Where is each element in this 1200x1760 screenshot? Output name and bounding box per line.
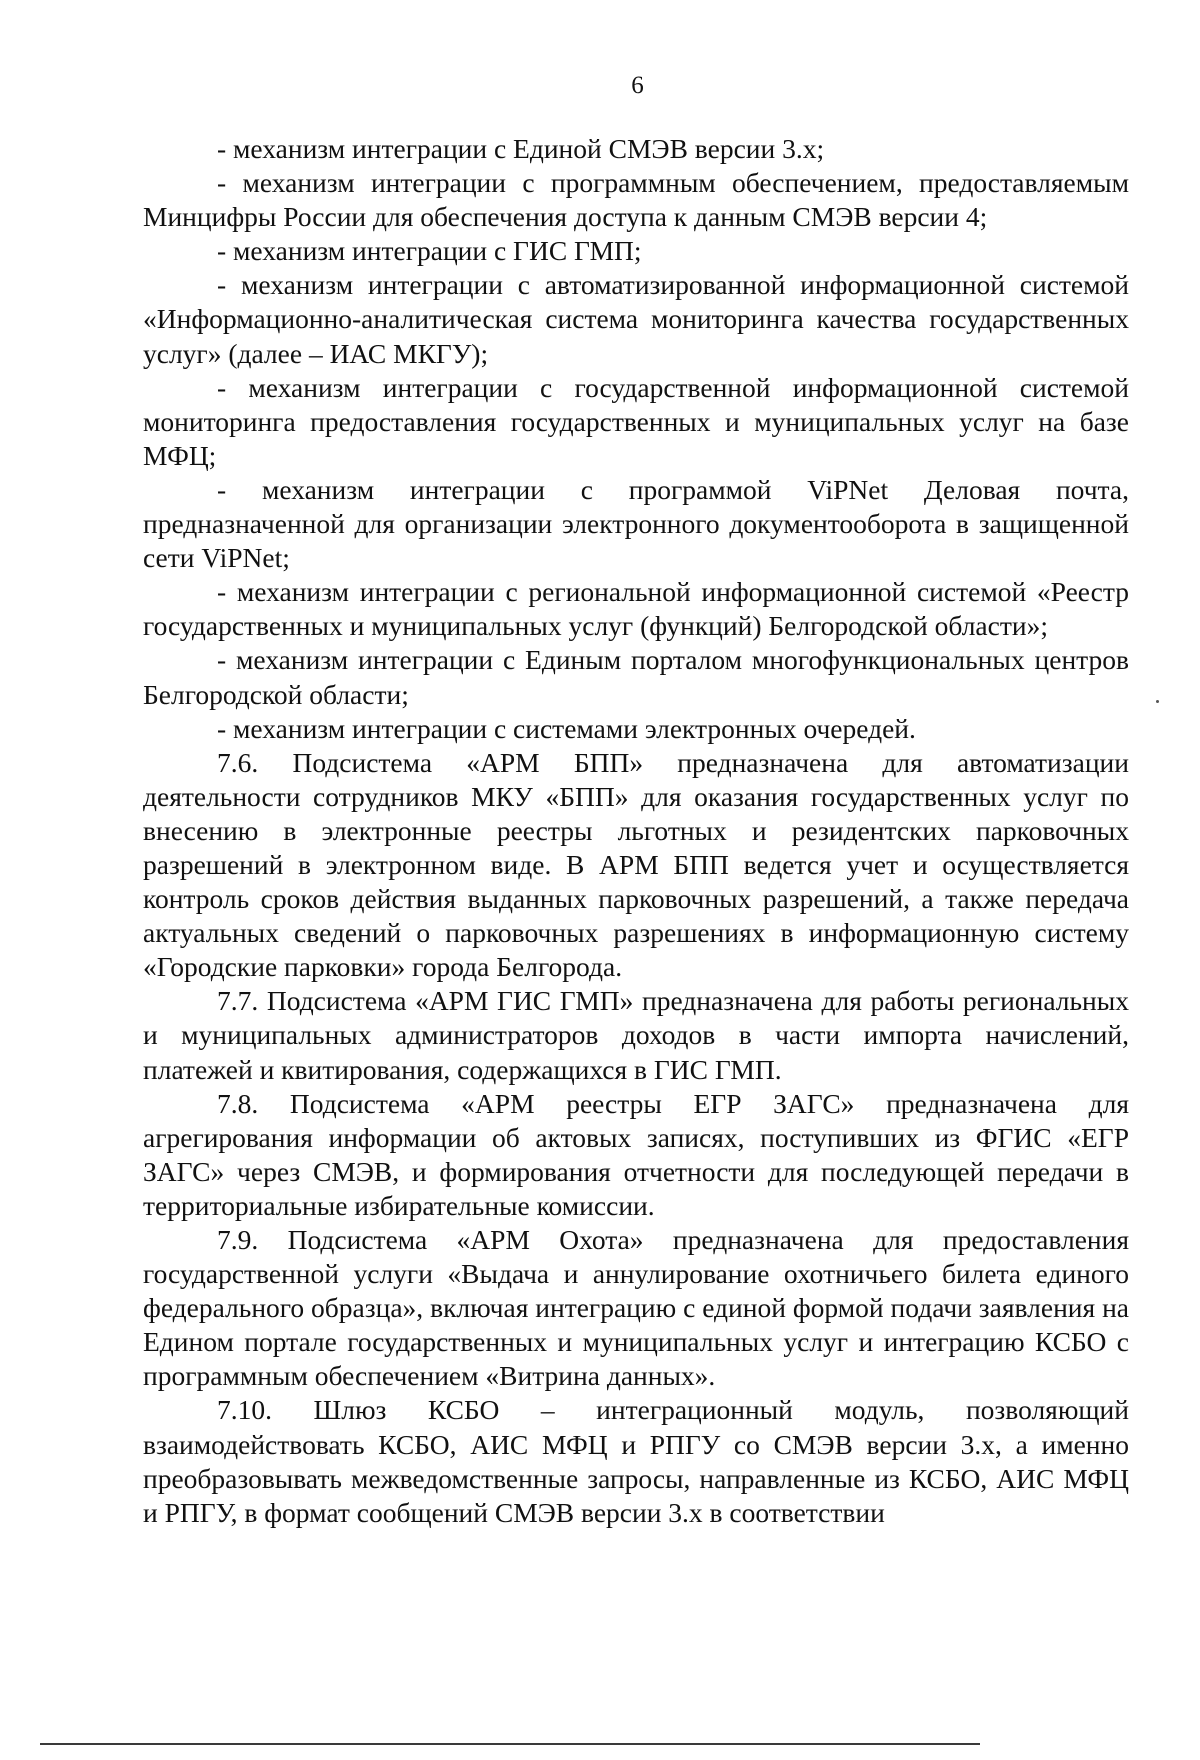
section-7-6: 7.6. Подсистема «АРМ БПП» предназначена для автоматизации деятельности сотрудников МКУ «БПП» для оказания государственных услуг по внесению в электронные реестры льготных и резидентских парковочных разрешений в электронном виде. В АРМ БПП ведется учет и осуществляется контроль сроков действия выданных парковочных разрешений, а также передача актуальных сведений о парковочных разрешениях в информационную систему «Городские парковки» города Белгорода. bbox=[143, 746, 1129, 983]
scan-speck bbox=[1156, 700, 1159, 703]
list-item-vipnet: - механизм интеграции с программой ViPNet Деловая почта, предназначенной для организации электронного документооборота в защищенной сети ViPNet; bbox=[143, 473, 1129, 574]
list-item-queues: - механизм интеграции с системами электронных очередей. bbox=[217, 712, 916, 744]
section-7-10: 7.10. Шлюз КСБО – интеграционный модуль, позволяющий взаимодействовать КСБО, АИС МФЦ и РПГУ со СМЭВ версии 3.x, а именно преобразовывать межведомственные запросы, направленные из КСБО, АИС МФЦ и РПГУ, в формат сообщений СМЭВ версии 3.x в соответствии bbox=[143, 1394, 1129, 1528]
page-bottom-line bbox=[40, 1743, 980, 1745]
section-7-8: 7.8. Подсистема «АРМ реестры ЕГР ЗАГС» предназначена для агрегирования информации об актовых записях, поступивших из ФГИС «ЕГР ЗАГС» через СМЭВ, и формирования отчетности для последующей передачи в территориальные избирательные комиссии. bbox=[143, 1087, 1129, 1221]
document-body bbox=[143, 132, 1129, 1530]
list-item-smev3: - механизм интеграции с Единой СМЭВ версии 3.x; bbox=[217, 133, 825, 164]
page-number: 6 bbox=[631, 72, 644, 99]
list-item-ias-mkgu: - механизм интеграции с автоматизированной информационной системой «Информационно-аналитическая система мониторинга качества государственных услуг» (далее – ИАС МКГУ); bbox=[143, 269, 1129, 369]
list-item-gis-monitoring-mfc: - механизм интеграции с государственной информационной системой мониторинга предоставления государственных и муниципальных услуг на базе МФЦ; bbox=[143, 371, 1129, 471]
list-item-gis-gmp: - механизм интеграции с ГИС ГМП; bbox=[217, 235, 642, 267]
list-item-mfc-portal: - механизм интеграции с Единым порталом многофункциональных центров Белгородской области; bbox=[143, 644, 1129, 710]
list-item-registry: - механизм интеграции с региональной информационной системой «Реестр государственных и муниципальных услуг (функций) Белгородской области»; bbox=[143, 576, 1129, 642]
section-7-7: 7.7. Подсистема «АРМ ГИС ГМП» предназначена для работы региональных и муниципальных администраторов доходов в части импорта начислений, платежей и квитирования, содержащихся в ГИС ГМП. bbox=[143, 985, 1129, 1085]
section-7-9: 7.9. Подсистема «АРМ Охота» предназначена для предоставления государственной услуги «Выдача и аннулирование охотничьего билета единого федерального образца», включая интеграцию с единой формой подачи заявления на Едином портале государственных и муниципальных услуг и интеграцию КСБО с программным обеспечением «Витрина данных». bbox=[143, 1224, 1129, 1392]
list-item-smev4: - механизм интеграции с программным обеспечением, предоставляемым Минцифры России для обеспечения доступа к данным СМЭВ версии 4; bbox=[143, 167, 1129, 233]
